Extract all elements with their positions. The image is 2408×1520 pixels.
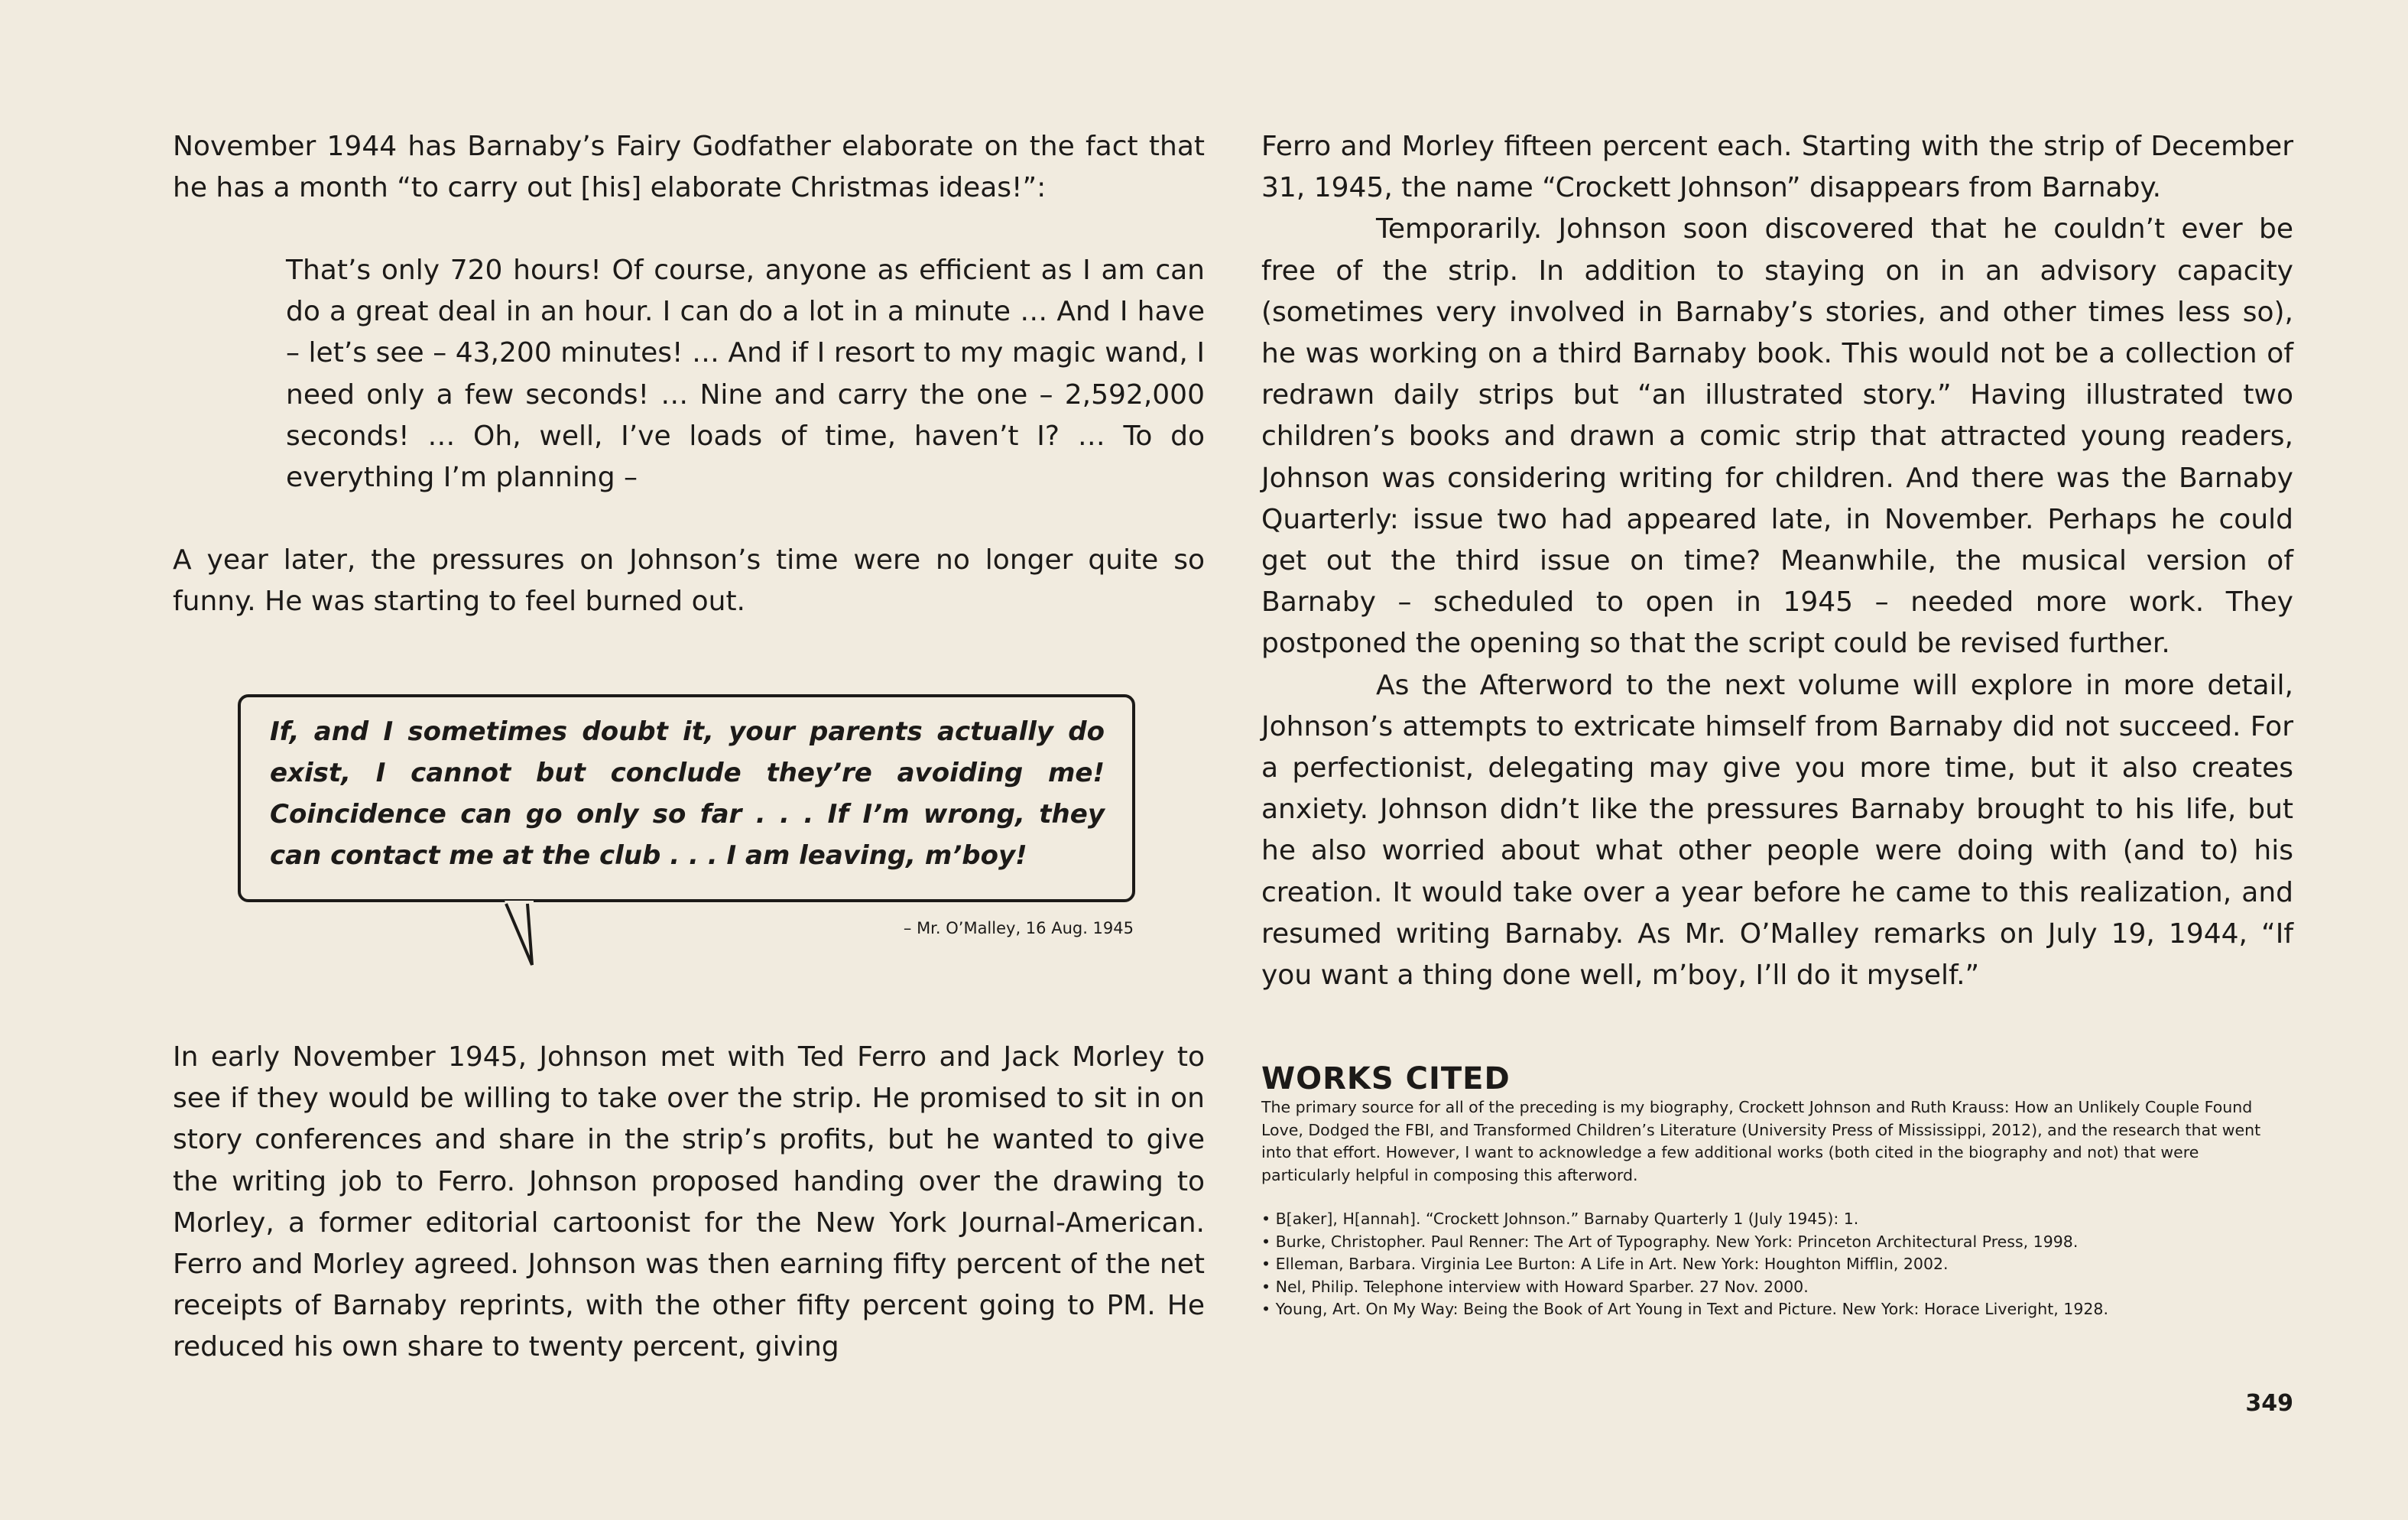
right-paragraph-2: Temporarily. Johnson soon discovered that he couldn’t ever be free of the strip. In addition to staying on in an advisory capacity (sometimes very involved in Barnaby’s stories, and other times less so), he was working on a third Barnaby book. This would not be a collection of redrawn daily strips but “an illustrated story.” Having illustrated two children’s books and drawn a comic strip that attracted young readers, Johnson was considering writing for children. And there was the Barnaby Quarterly: issue two had appeared late, in November. Perhaps he could get out the third issue on time? Meanwhile, the musical version of Barnaby – scheduled to open in 1945 – needed more work. They postponed the opening so that the script could be revised further. [1261,213,2293,660]
citation-item: • B[aker], H[annah]. “Crockett Johnson.” Barnaby Quarterly 1 (July 1945): 1. [1261,1208,2274,1231]
right-column [1261,126,2293,996]
left-column [173,126,1205,209]
right-paragraph-1: Ferro and Morley fifteen percent each. Starting with the strip of December 31, 1945, the name “Crockett Johnson” disappears from Barnaby. [1261,131,2293,204]
speech-bubble [238,694,1135,902]
page-number: 349 [2245,1390,2293,1417]
speech-bubble-text: If, and I sometimes doubt it, your parents actually do exist, I cannot but conclude they’re avoiding me! Coincidence can go only so far . . . If I’m wrong, they can contact me at the club . . . I am leaving, m’boy! [270,716,1105,871]
citation-item: • Nel, Philip. Telephone interview with Howard Sparber. 27 Nov. 2000. [1261,1276,2274,1299]
left-paragraph-2: A year later, the pressures on Johnson’s time were no longer quite so funny. He was starting to feel burned out. [173,544,1205,618]
citation-item: • Elleman, Barbara. Virginia Lee Burton: A Life in Art. New York: Houghton Mifflin, 2002. [1261,1253,2274,1276]
block-quote: That’s only 720 hours! Of course, anyone as efficient as I am can do a great deal in an hour. I can do a lot in a minute … And I have – let’s see – 43,200 minutes! … And if I resort to my magic wand, I need only a few seconds! … Nine and carry the one – 2,592,000 seconds! … Oh, well, I’ve loads of time, haven’t I? … To do everything I’m planning – [286,255,1205,494]
bubble-attribution: – Mr. O’Malley, 16 Aug. 1945 [903,919,1134,937]
speech-bubble-tail-icon [497,898,543,966]
left-paragraph-2-wrap [173,540,1205,622]
left-paragraph-1: November 1944 has Barnaby’s Fairy Godfather elaborate on the fact that he has a month “to carry out [his] elaborate Christmas ideas!”: [173,131,1205,204]
left-paragraph-3-wrap [173,1037,1205,1369]
citation-item: • Young, Art. On My Way: Being the Book of Art Young in Text and Picture. New York: Horace Liveright, 1928. [1261,1298,2274,1321]
right-paragraph-3: As the Afterword to the next volume will explore in more detail, Johnson’s attempts to extricate himself from Barnaby did not succeed. For a perfectionist, delegating may give you more time, but it also creates anxiety. Johnson didn’t like the pressures Barnaby brought to his life, but he also worried about what other people were doing with (and to) his creation. It would take over a year before he came to this realization, and resumed writing Barnaby. As Mr. O’Malley remarks on July 19, 1944, “If you want a thing done well, m’boy, I’ll do it myself.” [1261,669,2293,992]
citation-item: • Burke, Christopher. Paul Renner: The Art of Typography. New York: Princeton Architectural Press, 1998. [1261,1231,2274,1254]
left-paragraph-3: In early November 1945, Johnson met with Ted Ferro and Jack Morley to see if they would be willing to take over the strip. He promised to sit in on story conferences and share in the strip’s profits, but he wanted to give the writing job to Ferro. Johnson proposed handing over the drawing to Morley, a former editorial cartoonist for the New York Journal-American. Ferro and Morley agreed. Johnson was then earning fifty percent of the net receipts of Barnaby reprints, with the other fifty percent going to PM. He reduced his own share to twenty percent, giving [173,1041,1205,1363]
works-cited-title: WORKS CITED [1261,1061,1511,1096]
works-cited-intro: The primary source for all of the preceding is my biography, Crockett Johnson and Ruth Krauss: How an Unlikely Couple Found Love, Dodged the FBI, and Transformed Children’s Literature (University Press of Mississippi, 2012), and the research that went into that effort. However, I want to acknowledge a few additional works (both cited in the biography and not) that were particularly helpful in composing this afterword. [1261,1098,2261,1184]
works-cited-list [1261,1208,2274,1321]
